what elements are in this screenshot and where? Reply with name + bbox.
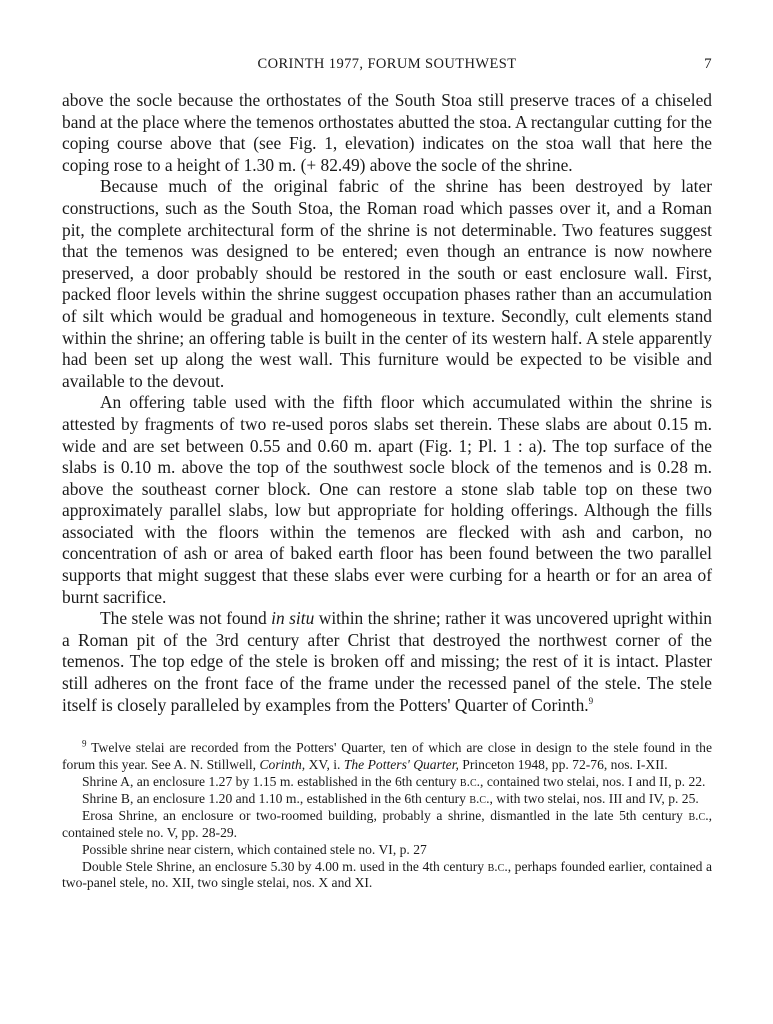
footnote-erosa-shrine: Erosa Shrine, an enclosure or two-roomed building, probably a shrine, dismantled in the late 5th century b.c., contained stele no. V, pp. 28-29.	[62, 807, 712, 840]
paragraph-stele	[62, 608, 712, 716]
page-number: 7	[704, 56, 712, 72]
document-page	[62, 52, 712, 892]
footnote-shrine-b: Shrine B, an enclosure 1.20 and 1.10 m., established in the 6th century b.c., with two stelai, nos. III and IV, p. 25.	[82, 790, 699, 806]
footnote-9: $^9$ Twelve stelai are recorded from the Potters' Quarter, ten of which are close in design to the stele found in the forum this year. See A. N. Stillwell, Corinth, XV, i. The Potters' Quarter, Princeton 1948, pp. 72-76, nos. I-XII.	[62, 738, 712, 773]
footnote-cistern-shrine: Possible shrine near cistern, which contained stele no. VI, p. 27	[82, 841, 427, 857]
paragraph-continuation: above the socle because the orthostates of the South Stoa still preserve traces of a chiseled band at the place where the temenos orthostates abutted the stoa. A rectangular cutting for the coping course above that (see Fig. 1, elevation) indicates on the stoa wall that here the coping rose to a height of 1.30 m. (+ 82.49) above the socle of the shrine.	[62, 90, 712, 175]
in-situ-italic: in situ	[271, 608, 315, 629]
footnotes	[62, 740, 712, 892]
stele-text-end: within the shrine; rather it was uncovered upright within a Roman pit of the 3rd century after Christ that destroyed the northwest corner of the temenos. The top edge of the stele is broken off and missing; the rest of it is intact. Plaster still adheres on the front face of the frame under the recessed panel of the stele. The stele itself is closely paralleled by examples from the Potters' Quarter of Corinth.	[62, 608, 712, 715]
footnote-reference[interactable]: 9	[588, 695, 594, 706]
footnote-marker: 9	[82, 738, 87, 749]
footnote-double-stele-shrine: Double Stele Shrine, an enclosure 5.30 by 4.00 m. used in the 4th century b.c., perhaps founded earlier, contained a two-panel stele, no. XII, two single stelai, nos. X and XI.	[62, 858, 712, 891]
footnote-shrine-a: Shrine A, an enclosure 1.27 by 1.15 m. established in the 6th century b.c., contained two stelai, nos. I and II, p. 22.	[82, 774, 706, 790]
stele-text-start: The stele was not found	[100, 608, 272, 629]
paragraph-offering-table: An offering table used with the fifth floor which accumulated within the shrine is attested by fragments of two re-used poros slabs set therein. These slabs are about 0.15 m. wide and are set between 0.55 and 0.60 m. apart (Fig. 1; Pl. 1 : a). The top surface of the slabs is 0.10 m. above the top of the southwest socle block of the temenos and is 0.28 m. above the southeast corner block. One can restore a stone slab table top on these two approximately parallel slabs, low but appropriate for holding offerings. Although the fills associated with the floors within the temenos are flecked with ash and carbon, no concentration of ash or area of baked earth floor has been found between the two parallel supports that might suggest that these slabs ever were curbing for a hearth or for an area of burnt sacrifice.	[62, 392, 712, 607]
page-header	[62, 52, 712, 76]
body-text	[62, 90, 712, 716]
running-head: CORINTH 1977, FORUM SOUTHWEST	[257, 56, 517, 72]
paragraph-shrine-form: Because much of the original fabric of the shrine has been destroyed by later constructions, such as the South Stoa, the Roman road which passes over it, and a Roman pit, the complete architectural form of the shrine is not determinable. Two features suggest that the temenos was designed to be entered; even though an entrance is now nowhere preserved, a door probably should be restored in the south or east enclosure wall. First, packed floor levels within the shrine suggest occupation phases rather than an accumulation of silt which would be gradual and homogeneous in texture. Secondly, cult elements stand within the shrine; an offering table is built in the center of its western half. A stele apparently had been set up along the west wall. This furniture would be expected to be visible and available to the devout.	[62, 176, 712, 391]
